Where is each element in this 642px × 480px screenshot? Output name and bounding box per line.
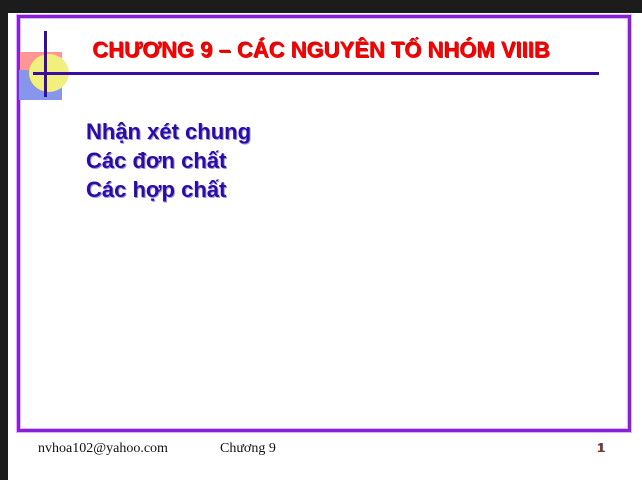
slide-title: CHƯƠNG 9 – CÁC NGUYÊN TỐ NHÓM VIIIB — [93, 38, 551, 63]
bullet-list — [86, 117, 251, 204]
title-underline — [33, 72, 599, 75]
footer-page-number: 1 — [597, 440, 605, 455]
left-black-strip — [0, 0, 8, 480]
bullet-item-1: Nhận xét chung — [86, 119, 252, 144]
footer-chapter: Chương 9 — [220, 441, 276, 456]
bullet-item-2: Các đơn chất — [86, 148, 227, 173]
footer-email: nvhoa102@yahoo.com — [38, 441, 168, 456]
top-black-strip — [0, 0, 642, 13]
slide-border-frame — [17, 15, 631, 432]
bullet-item-3: Các hợp chất — [86, 177, 227, 202]
